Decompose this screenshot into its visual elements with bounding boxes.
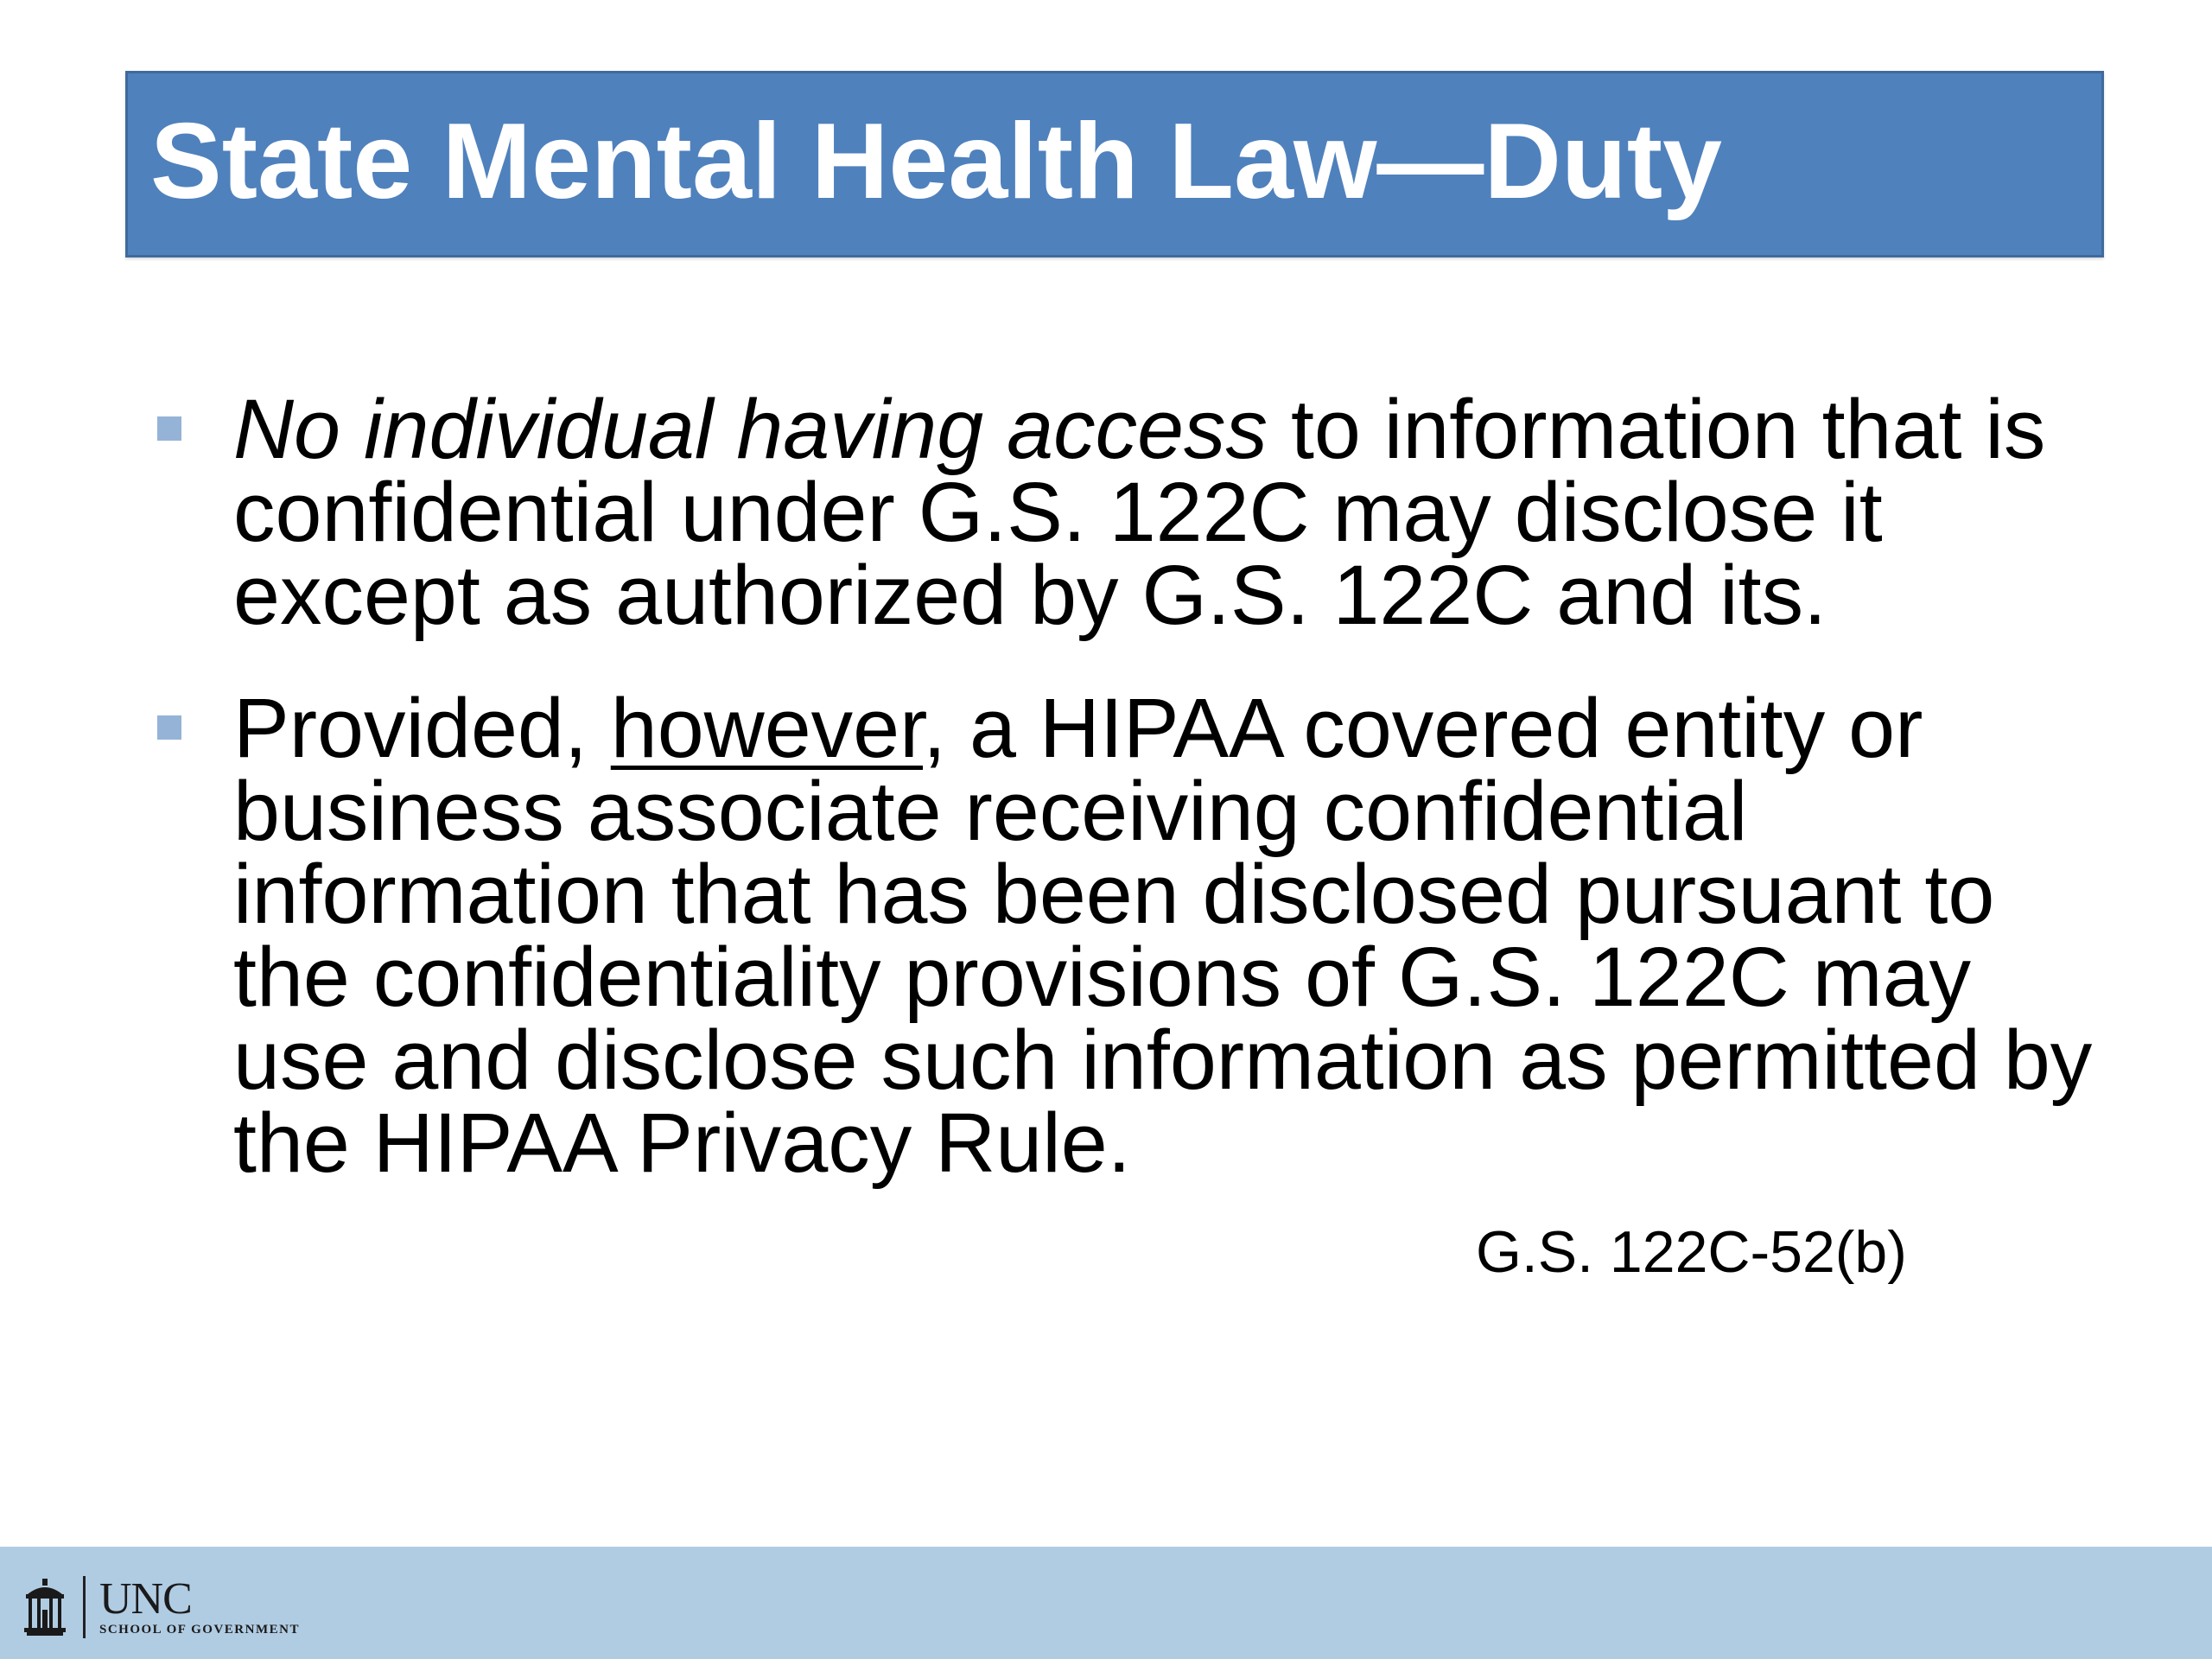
statute-citation: G.S. 122C-52(b) <box>1476 1219 1907 1285</box>
bullet-1-text: to information that is confidential under G.S. 122C may disclose it except as authorized by G.S. 122C and its. <box>233 382 2046 642</box>
bullet-item-1 <box>233 382 2100 642</box>
unc-sog-logo <box>24 1573 300 1642</box>
bullet-2-text: , a HIPAA covered entity or business associate receiving confidential information that has been disclosed pursuant to the confidentiality provisions of G.S. 122C may use and disclose such information as permitted by the HIPAA Privacy Rule. <box>233 681 2093 1190</box>
bullet-square-icon <box>157 416 181 441</box>
slide-title: State Mental Health Law—Duty <box>150 102 1722 221</box>
title-bar <box>125 71 2104 257</box>
bullet-1-italic-lead: No individual having access <box>233 382 1268 476</box>
footer-band <box>0 1547 2212 1659</box>
logo-divider <box>83 1576 86 1638</box>
logo-wordmark <box>99 1573 300 1637</box>
logo-unc-text: UNC <box>99 1573 192 1624</box>
bullet-2-underlined-word: however <box>610 681 924 775</box>
bullet-item-2 <box>233 681 2100 1190</box>
bullet-square-icon <box>157 715 181 740</box>
old-well-icon <box>24 1579 66 1636</box>
logo-subtitle: SCHOOL OF GOVERNMENT <box>99 1622 300 1637</box>
bullet-2-lead: Provided, <box>233 681 611 775</box>
